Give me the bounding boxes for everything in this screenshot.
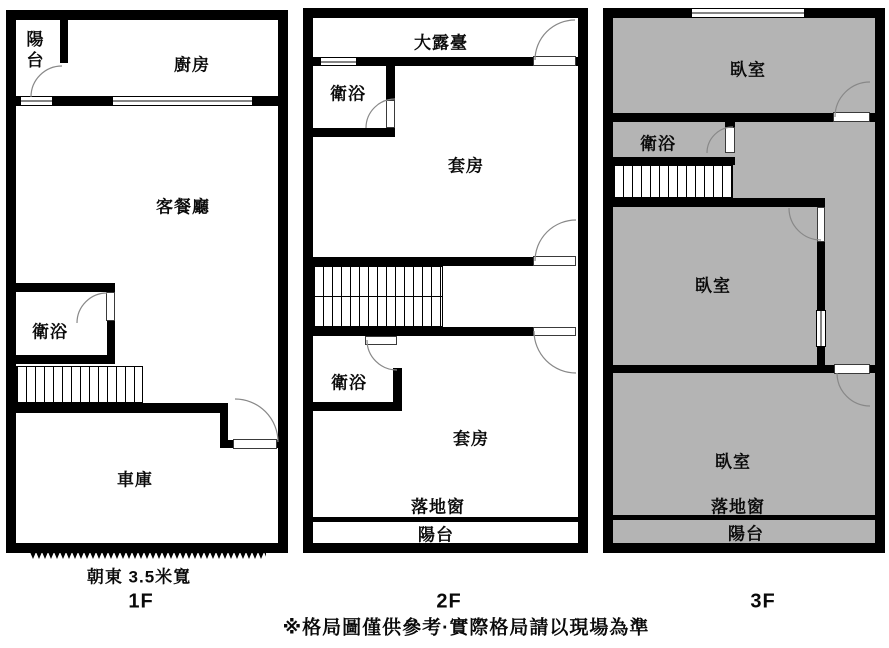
wall <box>386 66 395 100</box>
room-label-bedroom-bottom: 臥室 <box>715 452 751 472</box>
wall <box>313 402 402 411</box>
room-label-suite-lower: 套房 <box>453 429 489 449</box>
room-label-bathroom: 衛浴 <box>640 134 676 154</box>
window <box>20 96 53 106</box>
room-label-bathroom-lower: 衛浴 <box>331 373 367 393</box>
label-french-window: 落地窗 <box>711 497 765 517</box>
wall <box>603 8 613 553</box>
stair-landing-line <box>313 296 443 297</box>
window <box>112 96 253 106</box>
wall <box>313 128 395 137</box>
wall <box>16 403 227 413</box>
door-leaf <box>533 56 576 66</box>
room-label-bathroom: 衛浴 <box>32 322 68 342</box>
window <box>691 8 805 18</box>
wall <box>220 403 228 448</box>
wall <box>578 8 588 553</box>
door-leaf <box>533 256 576 266</box>
wall <box>313 257 533 266</box>
floorplan-3f <box>603 8 885 553</box>
label-french-window: 落地窗 <box>411 497 465 517</box>
door-leaf <box>834 364 870 374</box>
wall <box>817 242 825 310</box>
door-leaf <box>833 112 870 122</box>
room-label-bedroom-top: 臥室 <box>730 60 766 80</box>
wall <box>313 327 533 336</box>
door-leaf <box>106 292 115 321</box>
terrace-door-arc <box>535 20 575 60</box>
floorplan-1f <box>6 10 288 553</box>
garage-shutter-symbol <box>30 552 266 559</box>
room-label-garage: 車庫 <box>117 470 153 490</box>
wall <box>613 198 825 207</box>
door-leaf <box>365 336 397 345</box>
door-leaf <box>386 100 395 128</box>
wall <box>613 157 735 165</box>
wall <box>16 283 115 292</box>
disclaimer-text: ※格局圖僅供參考·實際格局請以現場為準 <box>282 617 650 639</box>
room-label-balcony: 陽台 <box>23 30 43 72</box>
room-label-living-dining: 客餐廳 <box>156 197 210 217</box>
wall <box>16 355 115 364</box>
room-label-kitchen: 廚房 <box>174 55 210 75</box>
floorplan-2f <box>303 8 588 553</box>
wall <box>303 8 313 553</box>
room-label-balcony: 陽台 <box>418 525 454 545</box>
window <box>816 310 826 347</box>
room-label-terrace: 大露臺 <box>414 33 468 53</box>
bathroom-door-arc <box>77 293 107 323</box>
room-label-bedroom-middle: 臥室 <box>695 276 731 296</box>
wall <box>875 8 885 553</box>
wall <box>303 8 588 18</box>
floor-caption-3f: 3F <box>750 590 776 613</box>
direction-note: 朝東 3.5米寬 <box>86 567 192 587</box>
wall <box>278 10 288 553</box>
staircase <box>16 366 143 403</box>
room-label-balcony: 陽台 <box>728 524 764 544</box>
garage-entry-door-arc <box>235 399 278 442</box>
lower-suite-door-arc <box>534 331 576 373</box>
staircase <box>613 165 733 198</box>
door-leaf <box>233 439 277 449</box>
door-leaf <box>533 327 576 336</box>
wall <box>6 10 16 553</box>
door-leaf <box>817 207 825 242</box>
door-leaf <box>725 127 735 153</box>
bottom-bedroom-door-arc <box>837 373 870 406</box>
wall <box>603 543 885 553</box>
room-label-bathroom-upper: 衛浴 <box>330 84 366 104</box>
wall <box>60 20 68 63</box>
floor-caption-2f: 2F <box>436 590 462 613</box>
wall <box>6 10 288 20</box>
window <box>320 57 357 66</box>
upper-suite-door-arc <box>535 220 576 261</box>
floor-caption-1f: 1F <box>128 590 154 613</box>
room-label-suite-upper: 套房 <box>448 156 484 176</box>
